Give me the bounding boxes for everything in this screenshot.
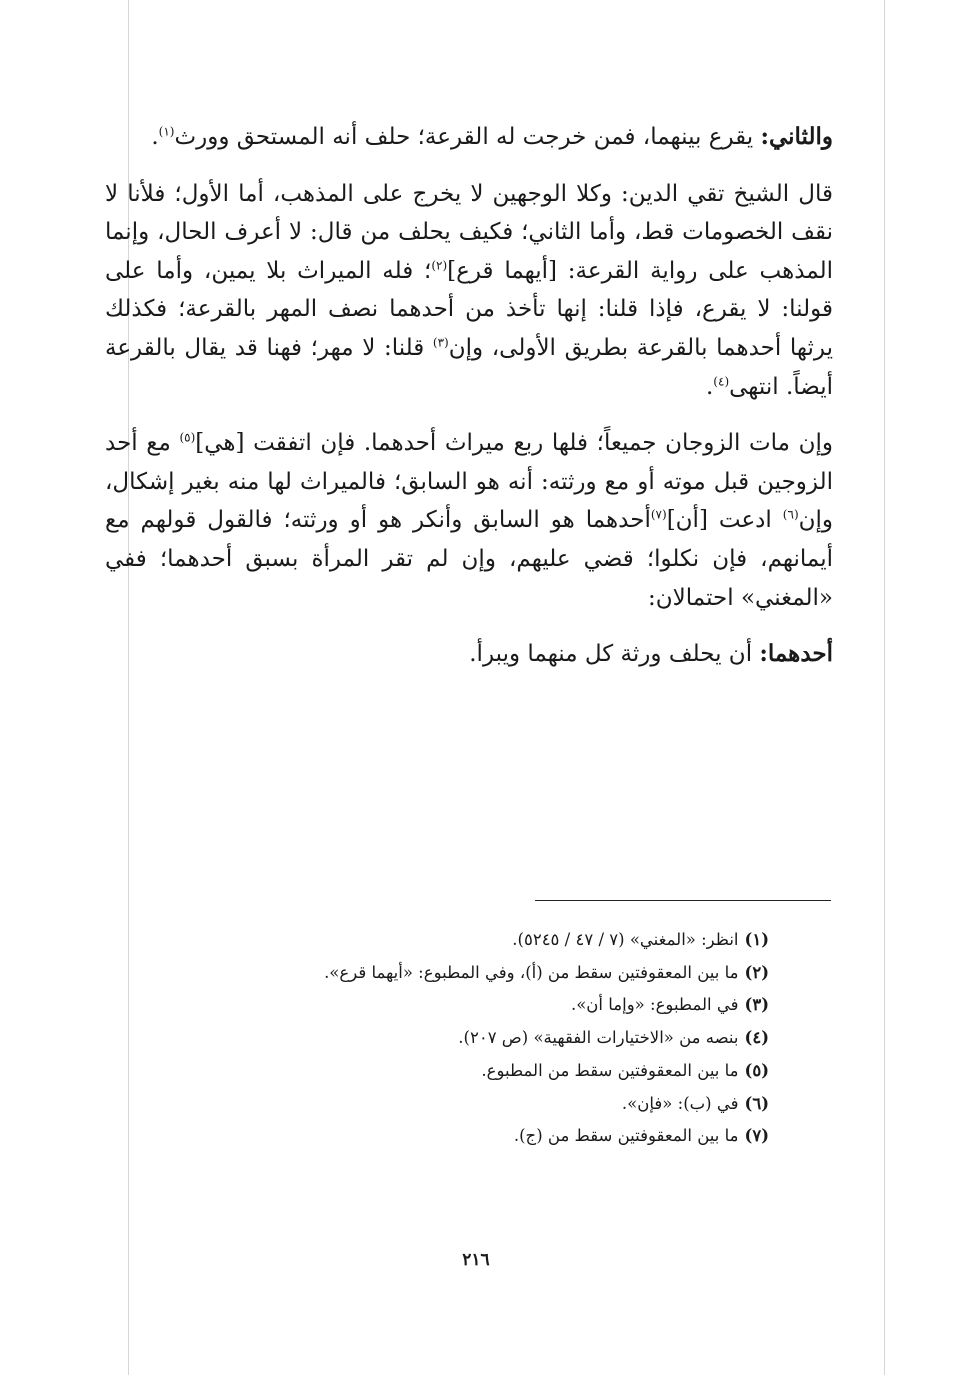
footnote-number: (٥) <box>744 1060 769 1080</box>
scan-edge-line <box>884 0 885 1375</box>
footnote-ref[interactable]: (٤) <box>713 373 730 388</box>
paragraph-text: قلنا: لا مهر؛ فهنا قد يقال بالقرعة أيضاً. انتهى <box>105 334 833 400</box>
paragraph-4 <box>105 635 833 674</box>
footnote <box>105 989 769 1022</box>
footnote <box>105 1088 769 1121</box>
footnote-text: في المطبوع: «وإما أن». <box>570 995 739 1015</box>
paragraph-2 <box>105 175 833 407</box>
footnote <box>105 924 769 957</box>
footnote <box>105 957 769 990</box>
paragraph-text: يقرع بينهما، فمن خرجت له القرعة؛ حلف أنه المستحق وورث <box>174 124 754 150</box>
paragraph-text: أحدهما هو السابق وأنكر هو أو ورثته؛ فالقول قولهم مع أيمانهم، فإن نكلوا؛ قضي عليهم، وإن لم تقر المرأة بسبق أحدهما؛ ففي «المغني» احتمالان: <box>105 507 833 611</box>
paragraph-text: . <box>705 373 714 400</box>
paragraph-text: . <box>151 124 159 150</box>
paragraph-text: مع أحد الزوجين قبل موته أو مع ورثته: أنه هو السابق؛ فالميراث لها منه بغير إشكال، وإن <box>105 430 834 534</box>
footnote-text: في (ب): «فإن». <box>621 1093 739 1113</box>
footnote-text: بنصه من «الاختيارات الفقهية» (ص ٢٠٧). <box>458 1028 739 1048</box>
paragraph-1 <box>105 118 833 157</box>
footnote <box>105 1120 769 1153</box>
footnote-text: ما بين المعقوفتين سقط من المطبوع. <box>481 1060 739 1080</box>
paragraph-text: قال الشيخ تقي الدين: وكلا الوجهين لا يخرج على المذهب، أما الأول؛ فلأنا لا نقف الخصومات قط، وأما الثاني؛ فكيف يحلف من قال: لا أعرف الحال، وإنما المذهب على رواية القرعة: [أيهما قرع] <box>105 180 833 284</box>
footnote-ref[interactable]: (١) <box>158 124 175 139</box>
footnote-number: (٦) <box>744 1093 769 1113</box>
footnote-number: (٣) <box>744 995 769 1015</box>
paragraph-text: ادعت [أن] <box>666 507 772 534</box>
footnote <box>105 1022 769 1055</box>
footnote-ref[interactable]: (٧) <box>650 507 667 522</box>
footnote-number: (١) <box>744 930 769 949</box>
footnote <box>105 1055 769 1088</box>
footnote-number: (٧) <box>744 1126 769 1146</box>
footnote-ref[interactable]: (٥) <box>179 430 196 445</box>
paragraph-lead: والثاني: <box>760 123 833 150</box>
paragraph-text: وإن مات الزوجان جميعاً؛ فلها ربع ميراث أحدهما. فإن اتفقت [هي] <box>195 430 833 457</box>
paragraph-lead: أحدهما: <box>759 640 833 668</box>
paragraph-text: ؛ فله الميراث بلا يمين، وأما على قولنا: لا يقرع، فإذا قلنا: إنها تأخذ من أحدهما نصف المهر بالقرعة؛ فكذلك يرثها أحدهما بالقرعة بطريق الأولى، وإن <box>105 257 833 361</box>
footnote-number: (٤) <box>744 1028 769 1048</box>
footnotes <box>105 924 769 1153</box>
footnote-ref[interactable]: (٦) <box>782 507 799 522</box>
footnote-text: انظر: «المغني» (٧ / ٤٧ / ٥٢٤٥). <box>512 930 739 949</box>
footnote-ref[interactable]: (٣) <box>432 335 449 350</box>
paragraph-3 <box>105 424 833 617</box>
page-number: ٢١٦ <box>462 1250 490 1270</box>
footnote-separator <box>535 900 831 901</box>
footnote-ref[interactable]: (٢) <box>431 258 448 273</box>
main-text <box>105 118 833 674</box>
footnote-number: (٢) <box>744 962 769 982</box>
footnote-text: ما بين المعقوفتين سقط من (أ)، وفي المطبوع: «أيهما قرع». <box>324 962 739 982</box>
paragraph-text: أن يحلف ورثة كل منهما ويبرأ. <box>469 641 753 668</box>
footnote-text: ما بين المعقوفتين سقط من (ج). <box>513 1126 739 1146</box>
